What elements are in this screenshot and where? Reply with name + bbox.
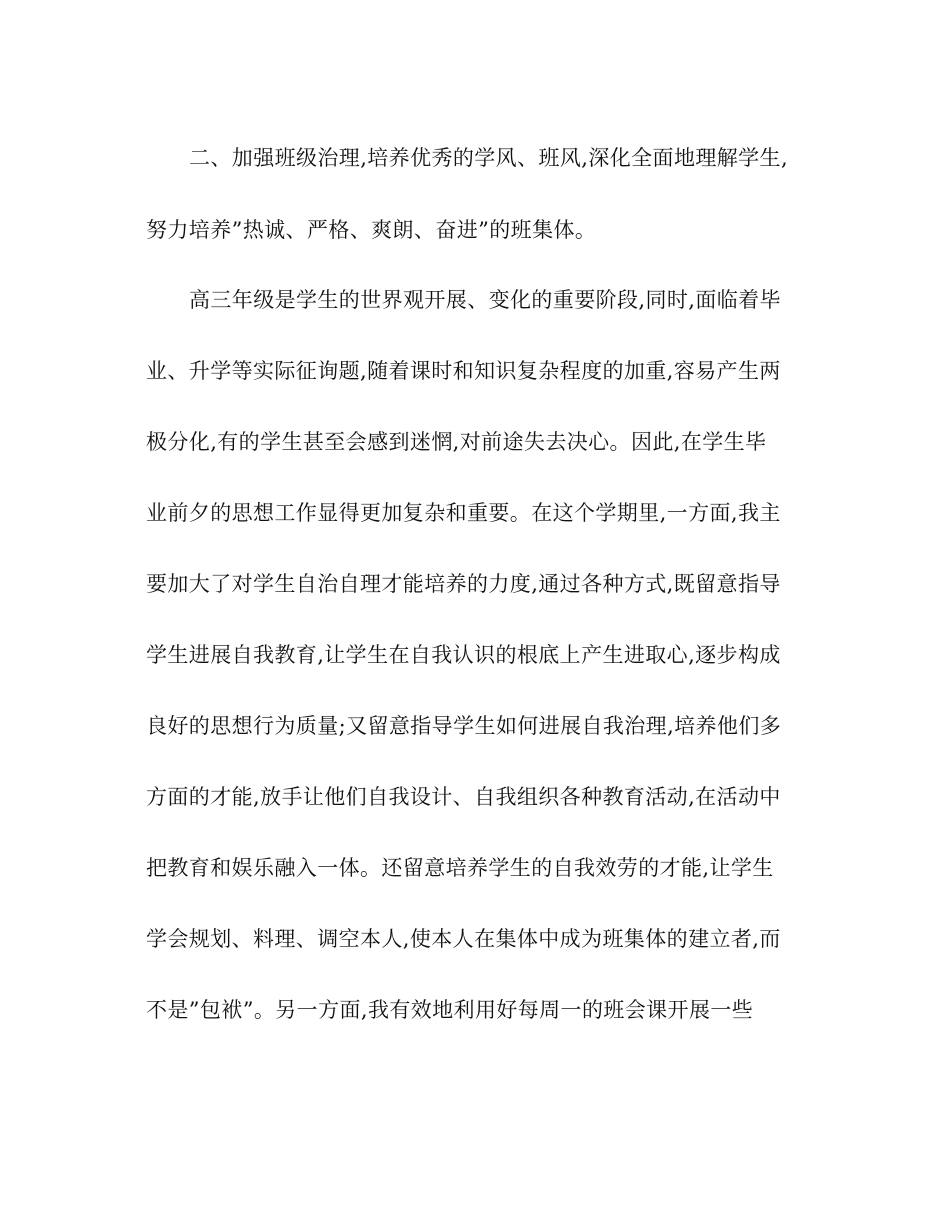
heading-line-2: 努力培养”热诚、严格、爽朗、奋进”的班集体。 bbox=[146, 218, 597, 242]
paragraph-line-3: 极分化,有的学生甚至会感到迷惘,对前途失去决心。因此,在学生毕 bbox=[146, 430, 767, 454]
paragraph-line-1: 高三年级是学生的世界观开展、变化的重要阶段,同时,面临着毕 bbox=[189, 288, 781, 312]
heading-line-1: 二、加强班级治理,培养优秀的学风、班风,深化全面地理解学生, bbox=[189, 146, 789, 170]
paragraph-line-11: 不是”包袱”。另一方面,我有效地利用好每周一的班会课开展一些 bbox=[146, 998, 754, 1022]
paragraph-line-4: 业前夕的思想工作显得更加复杂和重要。在这个学期里,一方面,我主 bbox=[146, 501, 781, 525]
paragraph-line-10: 学会规划、料理、调空本人,使本人在集体中成为班集体的建立者,而 bbox=[146, 927, 781, 951]
paragraph-line-5: 要加大了对学生自治自理才能培养的力度,通过各种方式,既留意指导 bbox=[146, 572, 781, 596]
paragraph-line-7: 良好的思想行为质量;又留意指导学生如何进展自我治理,培养他们多 bbox=[146, 714, 782, 738]
paragraph-line-9: 把教育和娱乐融入一体。还留意培养学生的自我效劳的才能,让学生 bbox=[146, 856, 774, 880]
paragraph-line-2: 业、升学等实际征询题,随着课时和知识复杂程度的加重,容易产生两 bbox=[146, 359, 781, 383]
paragraph-line-6: 学生进展自我教育,让学生在自我认识的根底上产生进取心,逐步构成 bbox=[146, 643, 781, 667]
paragraph-line-8: 方面的才能,放手让他们自我设计、自我组织各种教育活动,在活动中 bbox=[146, 785, 781, 809]
